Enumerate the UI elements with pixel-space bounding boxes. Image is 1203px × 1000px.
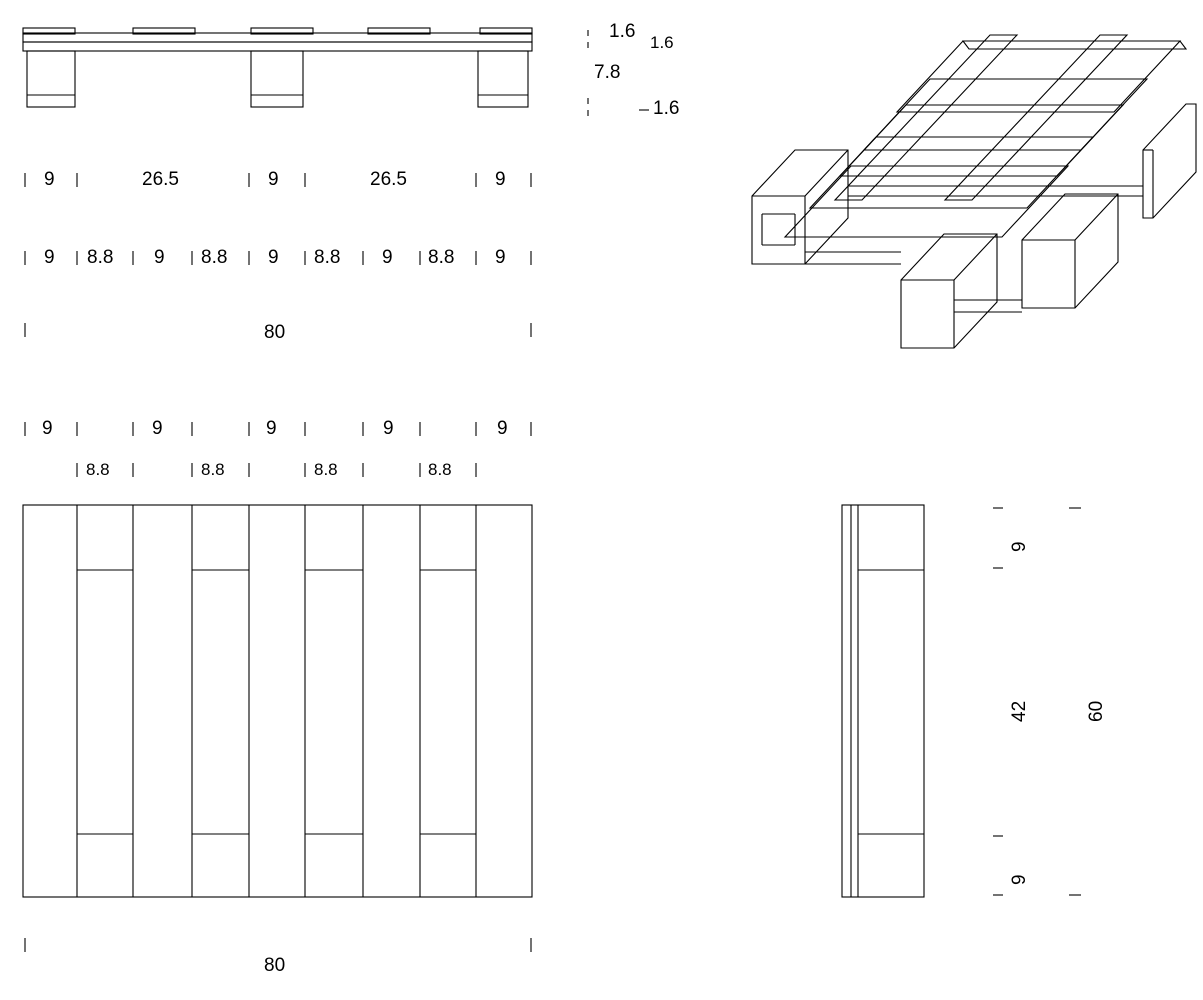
side-elevation-geometry: [842, 505, 924, 897]
dim-plan-gap-3: 8.8: [314, 460, 338, 479]
dim-plan-board-2: 9: [152, 418, 163, 439]
dim-side-overall-depth: 60: [1086, 700, 1107, 722]
front-elevation-geometry: [23, 28, 532, 107]
side-dim-ticks: [993, 508, 1081, 895]
dim-plan-gap-1: 8.8: [86, 460, 110, 479]
dim-side-block-top: 9: [1009, 541, 1030, 552]
dim-board-w-2: 9: [154, 247, 165, 268]
plan-overall-ticks: [25, 938, 531, 952]
dim-bottom-board-thickness: 1.6: [653, 98, 680, 119]
dim-front-overall-width: 80: [264, 322, 286, 343]
dim-plan-gap-4: 8.8: [428, 460, 452, 479]
dim-board-gap-1: 8.8: [87, 247, 114, 268]
dim-board-gap-2: 8.8: [201, 247, 228, 268]
top-plan-geometry: [23, 505, 532, 897]
dim-front-block-2: 9: [268, 169, 279, 190]
dim-board-gap-4: 8.8: [428, 247, 455, 268]
dim-plan-board-5: 9: [497, 418, 508, 439]
dim-top-board-thickness-2: 1.6: [650, 33, 674, 52]
dim-side-middle: 42: [1009, 700, 1030, 722]
dim-plan-board-1: 9: [42, 418, 53, 439]
dim-plan-board-3: 9: [266, 418, 277, 439]
dim-side-block-bottom: 9: [1009, 874, 1030, 885]
dim-front-gap-1: 26.5: [142, 169, 179, 190]
dim-front-block-3: 9: [495, 169, 506, 190]
isometric-geometry: [752, 35, 1196, 348]
dim-board-w-5: 9: [495, 247, 506, 268]
dim-board-w-4: 9: [382, 247, 393, 268]
dim-front-block-1: 9: [44, 169, 55, 190]
dim-block-height: 7.8: [594, 62, 621, 83]
dim-front-gap-2: 26.5: [370, 169, 407, 190]
dim-board-gap-3: 8.8: [314, 247, 341, 268]
dim-board-w-3: 9: [268, 247, 279, 268]
dim-plan-board-4: 9: [383, 418, 394, 439]
dim-plan-gap-2: 8.8: [201, 460, 225, 479]
dim-board-w-1: 9: [44, 247, 55, 268]
dim-top-board-thickness: 1.6: [609, 21, 636, 42]
dim-plan-overall-width: 80: [264, 955, 286, 976]
